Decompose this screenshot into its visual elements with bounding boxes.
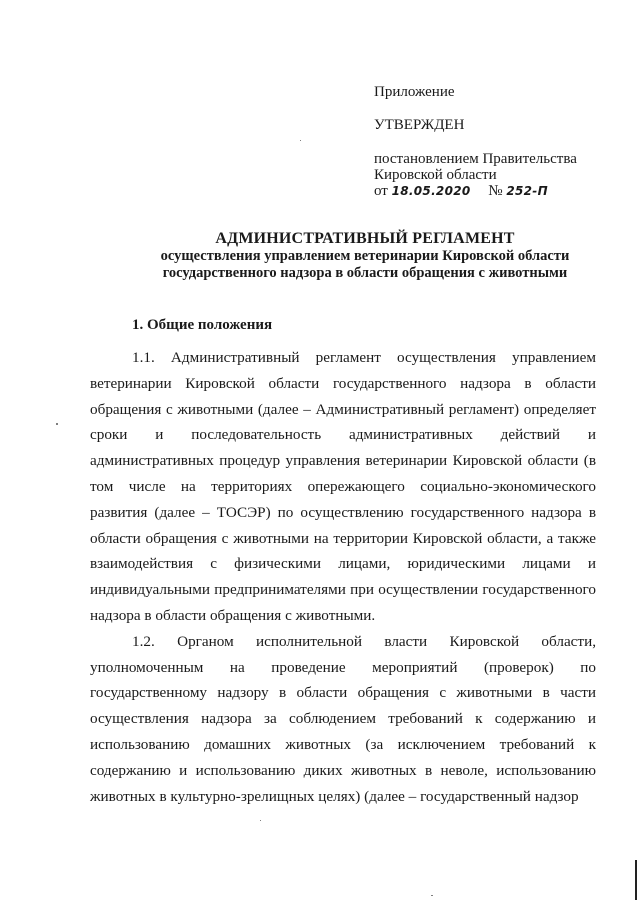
handwritten-date: 18.05.2020 xyxy=(391,184,471,198)
decree-date-number xyxy=(374,183,624,199)
approved-label: УТВЕРЖДЕН xyxy=(374,117,465,133)
paragraph-1-1: 1.1. Административный регламент осуществления управлением ветеринарии Кировской области государственного надзора в области обращения с животными (далее – Административный регламент) определяет сроки и последовательность административных действий и административных процедур управления ветеринарии Кировской области (в том числе на территориях опережающего социально-экономического развития (далее – ТОСЭР) по осуществлению государственного надзора в области обращения с животными на территории Кировской области, а также взаимодействия с физическими лицами, юридическими лицами и индивидуальными предпринимателями при осуществлении государственного надзора в области обращения с животными. xyxy=(90,349,596,624)
number-prefix: № xyxy=(488,183,503,199)
handwritten-number: 252-П xyxy=(506,184,548,198)
decree-line-1: постановлением Правительства xyxy=(374,151,577,167)
paragraph-1-2: 1.2. Органом исполнительной власти Кировской области, уполномоченным на проведение мероприятий (проверок) по государственному надзору в области обращения с животными в части осуществления надзора за соблюдением требований к содержанию и использованию домашних животных (за исключением требований к содержанию и использованию диких животных в неволе, использованию животных в культурно-зрелищных целях) (далее – государственный надзор xyxy=(90,632,596,805)
appendix-label: Приложение xyxy=(374,84,455,100)
document-subtitle-line-1: осуществления управлением ветеринарии Кировской области xyxy=(160,248,570,264)
document-title: АДМИНИСТРАТИВНЫЙ РЕГЛАМЕНТ xyxy=(215,230,515,247)
document-subtitle-line-2: государственного надзора в области обращения с животными xyxy=(162,265,568,281)
from-prefix: от xyxy=(374,183,388,199)
section-heading: 1. Общие положения xyxy=(132,317,273,333)
decree-line-2: Кировской области xyxy=(374,167,497,183)
approval-block xyxy=(374,84,624,199)
document-title-block xyxy=(90,230,640,282)
scan-edge-mark xyxy=(635,860,637,900)
body-text xyxy=(90,345,596,809)
